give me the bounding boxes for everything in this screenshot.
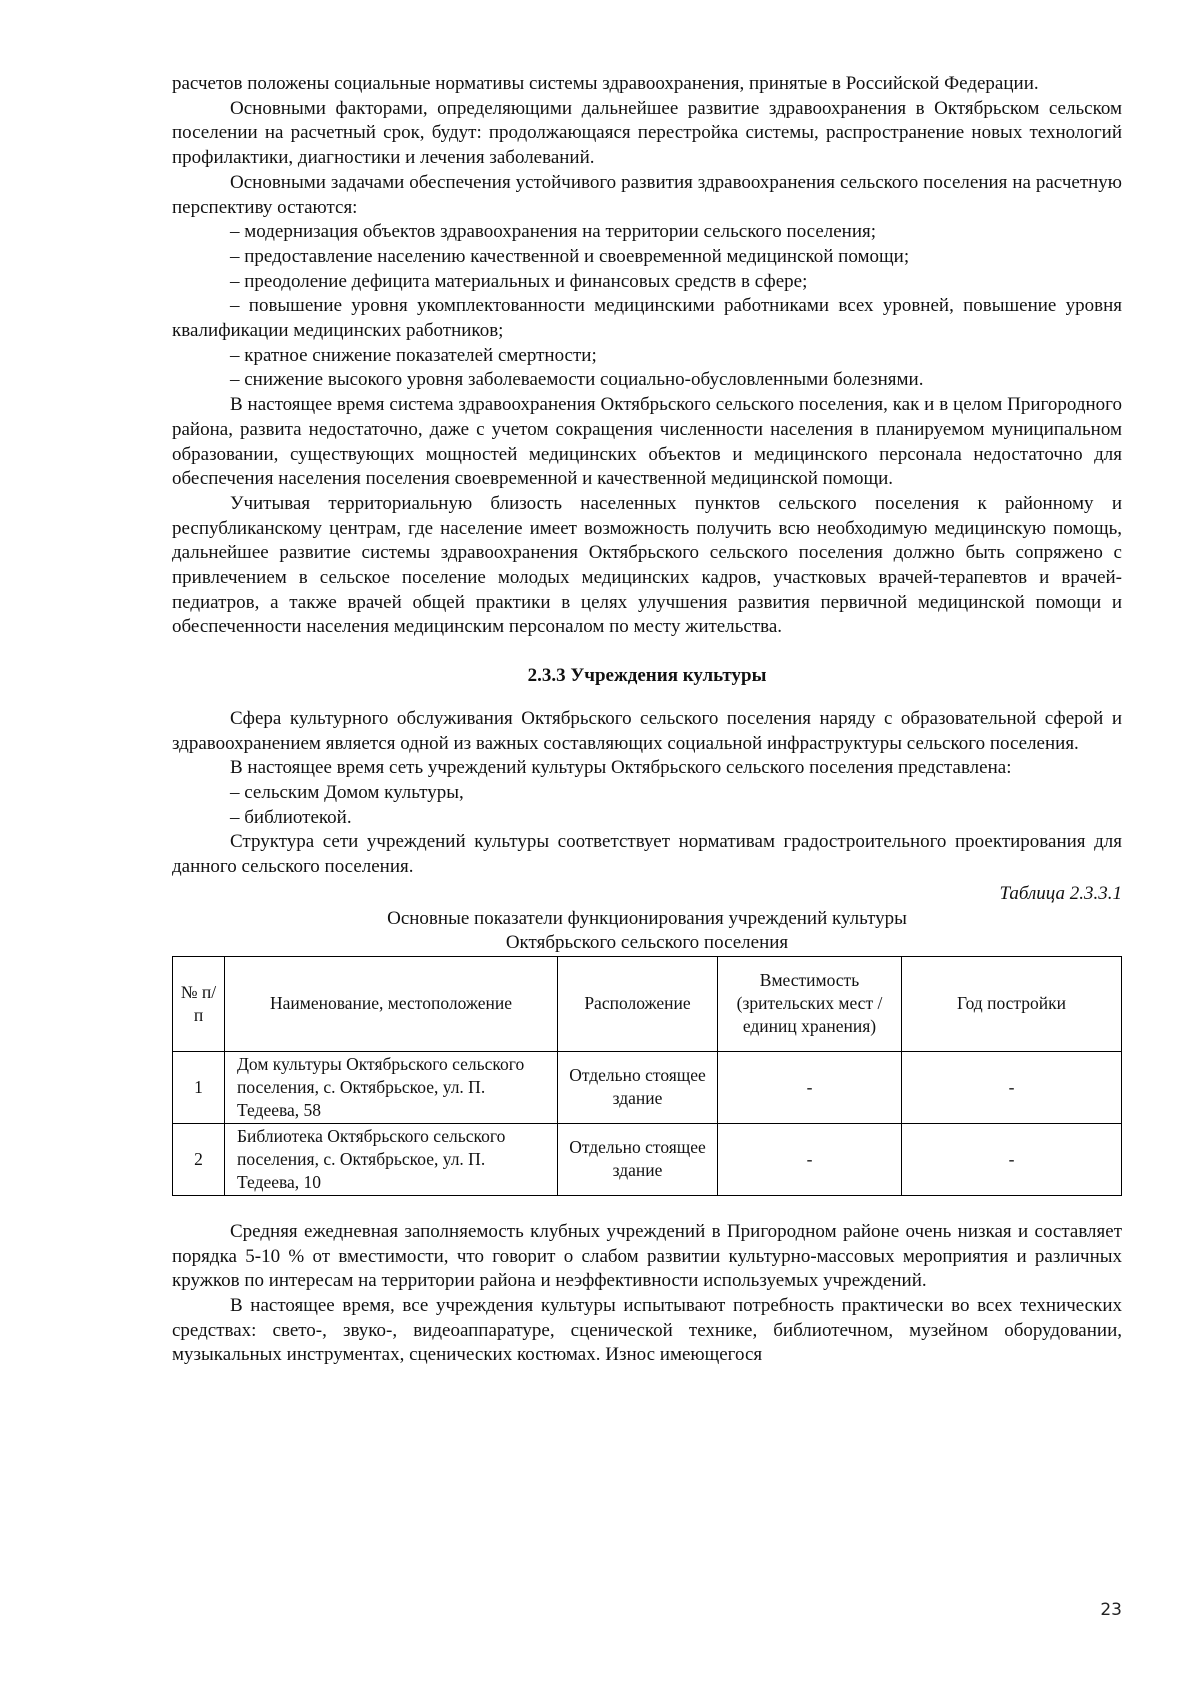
list-item: – модернизация объектов здравоохранения на территории сельского поселения; [230,221,877,243]
document-page [172,72,1122,1368]
cell-name: Дом культуры Октябрьского сельского поселения, с. Октябрьское, ул. П. Тедеева, 58 [225,1051,558,1123]
cell-name: Библиотека Октябрьского сельского поселения, с. Октябрьское, ул. П. Тедеева, 10 [225,1123,558,1195]
list-item: – библиотекой. [230,806,352,828]
table-header-row [173,956,1122,1051]
header-name: Наименование, местоположение [225,956,558,1051]
list-item: – повышение уровня укомплектованности медицинскими работниками всех уровней, повышение уровня квалификации медицинских работников; [172,295,1122,342]
paragraph-occupancy: Средняя ежедневная заполняемость клубных учреждений в Пригородном районе очень низкая и составляет порядка 5-10 % от вместимости, что говорит о слабом развитии культурно-массовых мероприятия и различных кружков по интересам на территории района и неэффективности используемых учреждений. [172,1220,1122,1292]
list-item: – преодоление дефицита материальных и финансовых средств в сфере; [230,270,808,292]
paragraph-intro: расчетов положены социальные нормативы системы здравоохранения, принятые в Российской Федерации. [172,73,1039,94]
paragraph-culture-network: В настоящее время сеть учреждений культуры Октябрьского сельского поселения представлена: [230,757,1012,779]
header-location: Расположение [558,956,718,1051]
paragraph-development: Учитывая территориальную близость населенных пунктов сельского поселения к районному и республиканскому центрам, где население имеет возможность получить всю необходимую медицинскую помощь, дальнейшее развитие системы здравоохранения Октябрьского сельского поселения должно быть сопряжено с привлечением в сельское поселение молодых медицинских кадров, участковых врачей-терапевтов и врачей-педиатров, а также врачей общей практики в целях улучшения развития первичной медицинской помощи и обеспеченности населения медицинским персоналом по месту жительства. [172,492,1122,638]
cell-capacity: - [718,1051,902,1123]
paragraph-current-state: В настоящее время система здравоохранения Октябрьского сельского поселения, как и в целом Пригородного района, развита недостаточно, даже с учетом сокращения численности населения в планируемом муниципальном образовании, существующих мощностей медицинских объектов и медицинского персонала недостаточно для обеспечения населения поселения своевременной и качественной медицинской помощи. [172,394,1122,490]
list-item: – снижение высокого уровня заболеваемости социально-обусловленными болезнями. [230,369,924,391]
cell-location: Отдельно стоящее здание [558,1051,718,1123]
paragraph-equipment-needs: В настоящее время, все учреждения культуры испытывают потребность практически во всех технических средствах: свето-, звуко-, видеоаппаратуре, сценической технике, библиотечном, музейном оборудовании, музыкальных инструментах, сценических костюмах. Износ имеющегося [172,1295,1122,1366]
paragraph-culture-sphere: Сфера культурного обслуживания Октябрьского сельского поселения наряду с образовательной сферой и здравоохранением является одной из важных составляющих социальной инфраструктуры сельского поселения. [172,707,1122,754]
table-row [173,1051,1122,1123]
table-title: Основные показатели функционирования учреждений культуры [387,907,907,929]
cell-num: 1 [173,1051,225,1123]
header-num: № п/п [173,956,225,1051]
table-subtitle: Октябрьского сельского поселения [505,932,789,954]
list-item: – предоставление населению качественной и своевременной медицинской помощи; [230,245,910,267]
section-heading: 2.3.3 Учреждения культуры [527,665,767,687]
cell-year: - [902,1123,1122,1195]
list-item: – кратное снижение показателей смертности; [230,344,597,366]
table-row [173,1123,1122,1195]
cell-year: - [902,1051,1122,1123]
cell-capacity: - [718,1123,902,1195]
cell-num: 2 [173,1123,225,1195]
paragraph-factors: Основными факторами, определяющими дальнейшее развитие здравоохранения в Октябрьском сельском поселении на расчетный срок, будут: продолжающаяся перестройка системы, распространение новых технологий профилактики, диагностики и лечения заболеваний. [172,97,1122,169]
header-capacity: Вместимость (зрительских мест / единиц хранения) [718,956,902,1051]
culture-institutions-table [172,956,1122,1196]
paragraph-structure: Структура сети учреждений культуры соответствует нормативам градостроительного проектирования для данного сельского поселения. [172,831,1122,878]
list-item: – сельским Домом культуры, [230,781,464,803]
page-number: 23 [1100,1600,1122,1620]
table-number: Таблица 2.3.3.1 [999,882,1122,904]
paragraph-tasks: Основными задачами обеспечения устойчивого развития здравоохранения сельского поселения на расчетную перспективу остаются: [172,171,1122,218]
cell-location: Отдельно стоящее здание [558,1123,718,1195]
header-year: Год постройки [902,956,1122,1051]
